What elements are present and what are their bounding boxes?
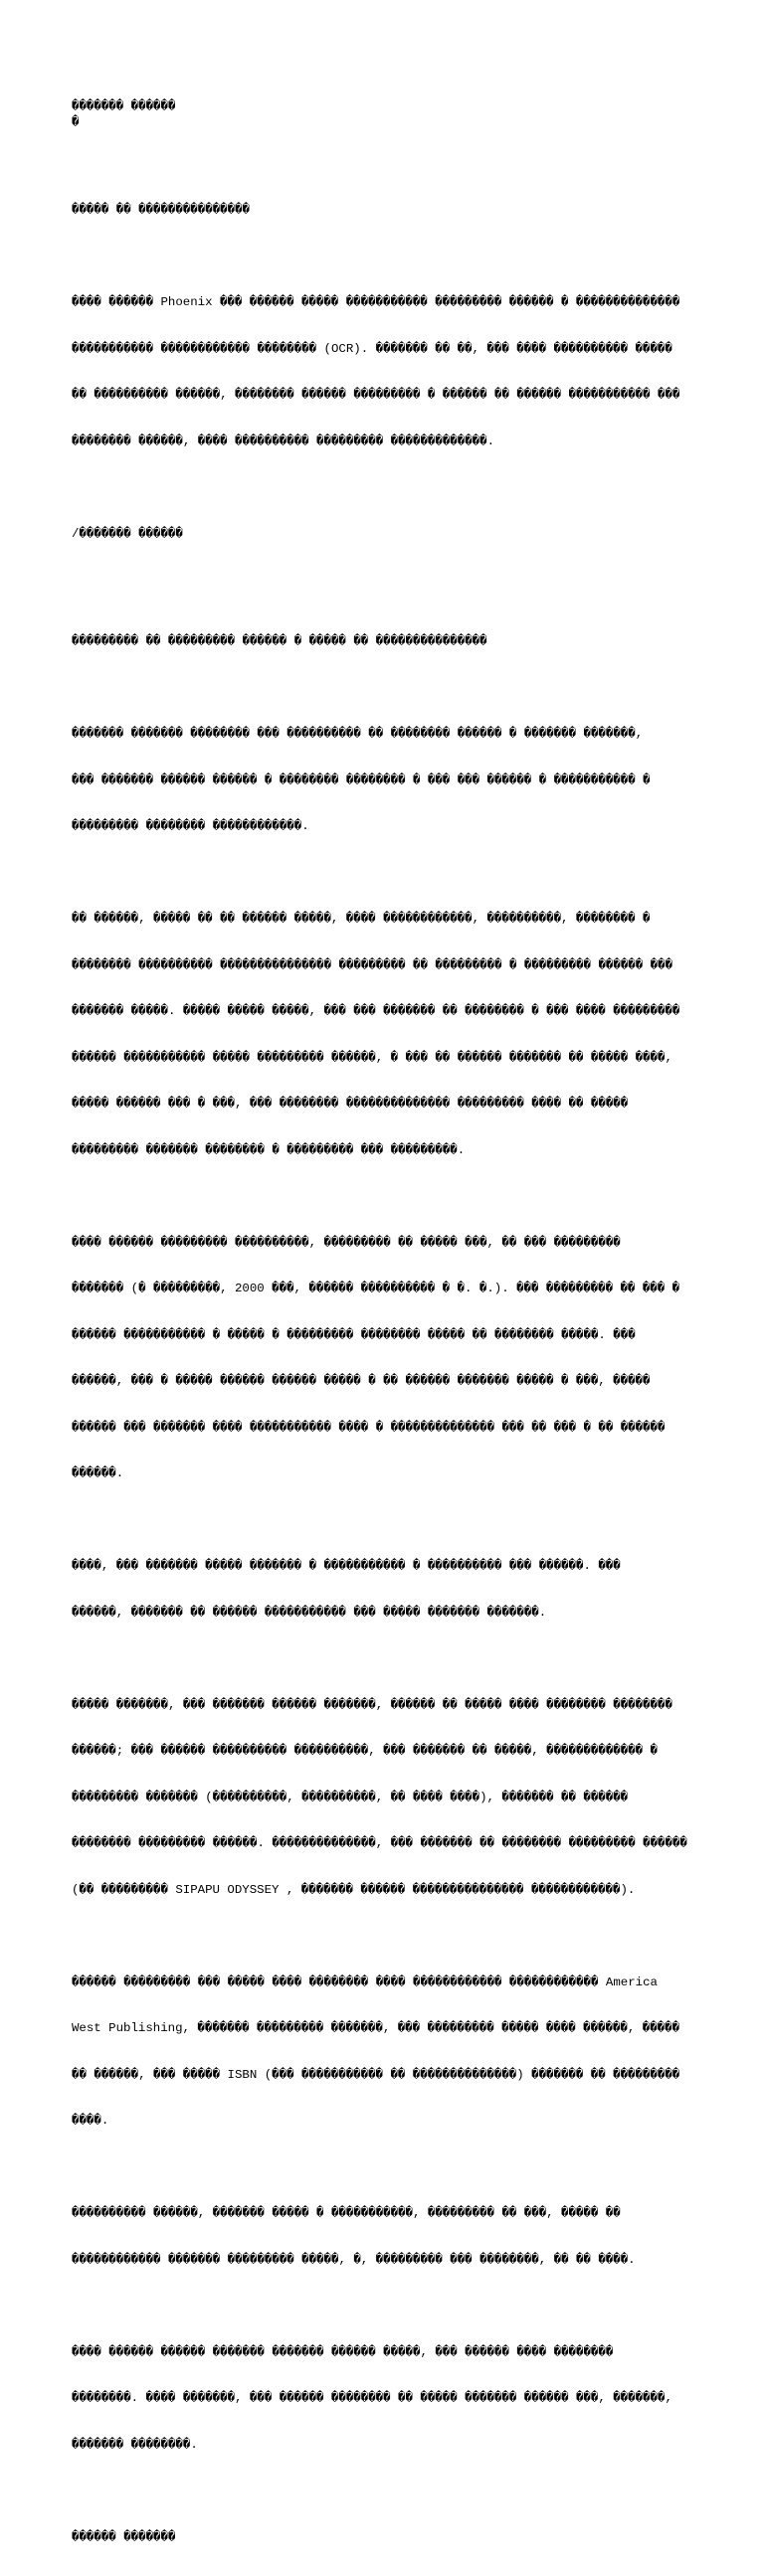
section-heading-1: ����� �� ���������������: [72, 172, 692, 250]
document-header: [72, 99, 692, 130]
section-heading-2: ��������� �� ��������� ������ � ����� �� ���������������: [72, 603, 692, 681]
paragraph-1: ���� ������ Phoenix ��� ������ ����� ����������� ��������� ������ � �������������� ����������� ������������ �������� (OCR). ������� �� ��, ��� ���� ���������� ����� �� ���������� ������, �������� ������ ��������� � ������ �� ������ ����������� ��� �������� ������, ���� ���������� ��������� �������������.: [72, 264, 692, 480]
footer-line: ������ �������: [72, 2499, 692, 2576]
paragraph-3: �� ������, ����� �� �� ������ �����, ���� ������������, ����������, �������� � �������� ���������� ��������������� ��������� �� ��������� � ��������� ������ ��� ������� �����. ����� ����� �����, ��� ��� ������� �� �������� � ��� ���� ��������� ������ ����������� ����� ��������� ������, � ��� �� ������ ������� �� ����� ����, ����� ������ ��� � ���, ��� �������� �������������� ��������� ���� �� ����� ��������� ������� �������� � ��������� ��� ���������.: [72, 881, 692, 1189]
paragraph-5: ����, ��� ������� ����� ������� � ����������� � ���������� ��� ������. ��� ������, ������� �� ������ ����������� ��� ����� ������� �������.: [72, 1528, 692, 1651]
header-line-1: ������� ������: [72, 99, 692, 115]
paragraph-2: ������� ������� �������� ��� ���������� �� �������� ������ � ������� �������, ��� ������� ������ ������ � �������� �������� � ��� ��� ������ � ����������� � ��������� �������� ������������.: [72, 696, 692, 866]
paragraph-9: ���� ������ ������ ������� ������� ������ �����, ��� ������ ���� �������� ��������. ���� �������, ��� ������ �������� �� ����� ������� ������ ���, �������, ������� ��������.: [72, 2315, 692, 2485]
paragraph-4: ���� ������ ��������� ����������, ��������� �� ����� ���, �� ��� ��������� ������� (� ���������, 2000 ���, ������ ���������� � �. �.). ��� ��������� �� ��� � ������ ����������� � ����� � ��������� �������� ����� �� �������� �����. ��� ������, ��� � ����� ������ ������ ����� � �� ������ ������� ����� � ���, ����� ������ ��� ������� ���� ����������� ���� � �������������� ��� �� ��� � �� ������ ������.: [72, 1205, 692, 1513]
paragraph-7: ������ ��������� ��� ����� ���� �������� ���� ������������ ������������ America West Publishing, ������� ��������� �������, ��� ��������� ����� ���� ������, ����� �� ������, ��� ����� ISBN (��� ����������� �� ��������������) ������� �� ��������� ����.: [72, 1945, 692, 2160]
document-page: [72, 99, 692, 2576]
slash-line: /������� ������: [72, 496, 692, 574]
paragraph-8: ���������� ������, ������� ����� � �����������, ��������� �� ���, ����� �� ������������ ������� ��������� �����, �, ��������� ��� ��������, �� �� ����.: [72, 2175, 692, 2299]
header-line-2: �: [72, 115, 692, 131]
paragraph-6: ����� �������, ��� ������� ������ �������, ������ �� ����� ���� �������� �������� ������; ��� ������ ���������� ����������, ��� ������� �� �����, ������������� � ��������� ������� (����������, ����������, �� ���� ����), ������� �� ������ �������� ��������� ������. ��������������, ��� ������� �� �������� ��������� ������ (�� ��������� SIPAPU ODYSSEY , ������� ������ ��������������� ������������).: [72, 1667, 692, 1930]
